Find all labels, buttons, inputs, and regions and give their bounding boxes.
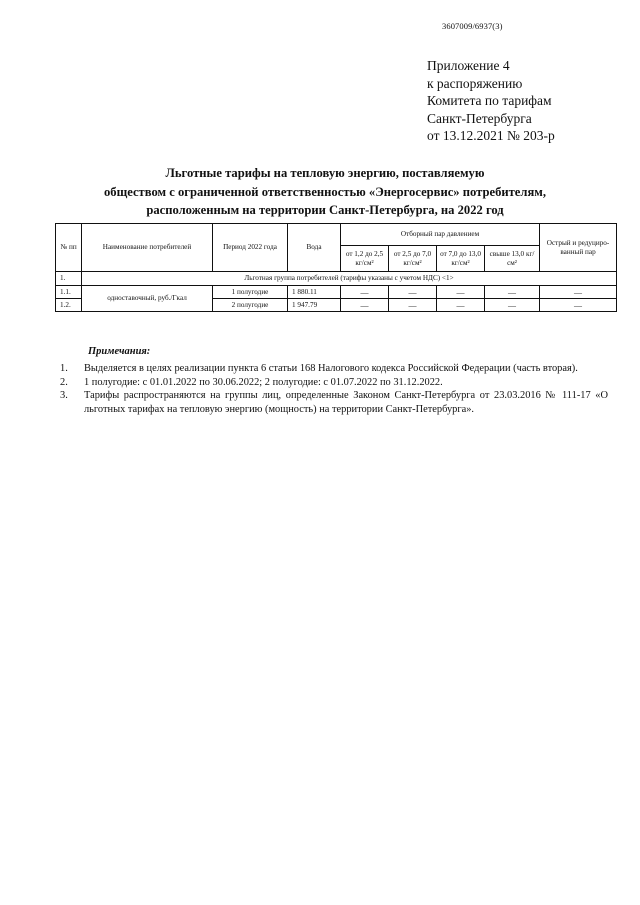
appendix-line: Приложение 4: [427, 58, 510, 73]
col-header-consumers: Наименование потребителей: [82, 224, 213, 272]
col-header-sharp-steam: Острый и редуциро-ванный пар: [540, 224, 617, 272]
pressure-1-value: —: [341, 286, 389, 299]
group-row: [56, 272, 617, 286]
note-text: 1 полугодие: с 01.01.2022 по 30.06.2022; 2 полугодие: с 01.07.2022 по 31.12.2022.: [84, 376, 443, 388]
col-header-water: Вода: [288, 224, 341, 272]
document-title: [60, 164, 590, 220]
col-header-pressure-1: от 1,2 до 2,5 кг/см²: [341, 246, 389, 272]
group-row-label: Льготная группа потребителей (тарифы указаны с учетом НДС) <1>: [82, 272, 617, 286]
tariff-table: [55, 223, 617, 312]
row-num: 1.2.: [56, 299, 82, 312]
sharp-steam-value: —: [540, 286, 617, 299]
group-row-num: 1.: [56, 272, 82, 286]
col-header-num: № пп: [56, 224, 82, 272]
col-header-period: Период 2022 года: [213, 224, 288, 272]
note-number: 2.: [60, 376, 68, 388]
table-row: [56, 286, 617, 299]
col-header-pressure-2: от 2,5 до 7,0 кг/см²: [389, 246, 437, 272]
header-row: [56, 224, 617, 246]
pressure-4-value: —: [485, 286, 540, 299]
consumer-cell: одноставочный, руб./Гкал: [82, 286, 213, 312]
col-header-pressure-4: свыше 13,0 кг/см²: [485, 246, 540, 272]
water-value: 1 947.79: [288, 299, 341, 312]
pressure-3-value: —: [437, 299, 485, 312]
col-header-pressure-3: от 7,0 до 13,0 кг/см²: [437, 246, 485, 272]
title-line: расположенным на территории Санкт-Петербурга, на 2022 год: [146, 203, 504, 217]
period-cell: 1 полугодие: [213, 286, 288, 299]
sharp-steam-value: —: [540, 299, 617, 312]
note-item: [60, 389, 608, 416]
note-text: Тарифы распространяются на группы лиц, определенные Законом Санкт-Петербурга от 23.03.2016 № 111-17 «О льготных тарифах на тепловую энергию (мощность) на территории Санкт-Петербурга».: [84, 390, 608, 415]
water-value: 1 880.11: [288, 286, 341, 299]
note-item: [60, 362, 608, 376]
col-header-steam-group: Отборный пар давлением: [341, 224, 540, 246]
notes-title: Примечания:: [88, 346, 151, 357]
title-line: Льготные тарифы на тепловую энергию, поставляемую: [165, 166, 485, 180]
appendix-block: [427, 57, 555, 145]
note-text: Выделяется в целях реализации пункта 6 статьи 168 Налогового кодекса Российской Федерации (часть вторая).: [84, 363, 578, 374]
pressure-3-value: —: [437, 286, 485, 299]
period-cell: 2 полугодие: [213, 299, 288, 312]
document-number: 3607009/6937(3): [442, 21, 503, 31]
note-number: 3.: [60, 390, 68, 402]
notes-list: [60, 362, 608, 416]
pressure-1-value: —: [341, 299, 389, 312]
pressure-2-value: —: [389, 299, 437, 312]
appendix-line: к распоряжению: [427, 75, 523, 91]
row-num: 1.1.: [56, 286, 82, 299]
title-line: обществом с ограниченной ответственностью «Энергосервис» потребителям,: [103, 184, 547, 199]
note-number: 1.: [60, 363, 68, 374]
pressure-2-value: —: [389, 286, 437, 299]
appendix-line: от 13.12.2021 № 203-р: [427, 128, 555, 144]
appendix-line: Санкт-Петербурга: [427, 110, 532, 126]
note-item: [60, 376, 608, 390]
pressure-4-value: —: [485, 299, 540, 312]
appendix-line: Комитета по тарифам: [427, 93, 552, 109]
